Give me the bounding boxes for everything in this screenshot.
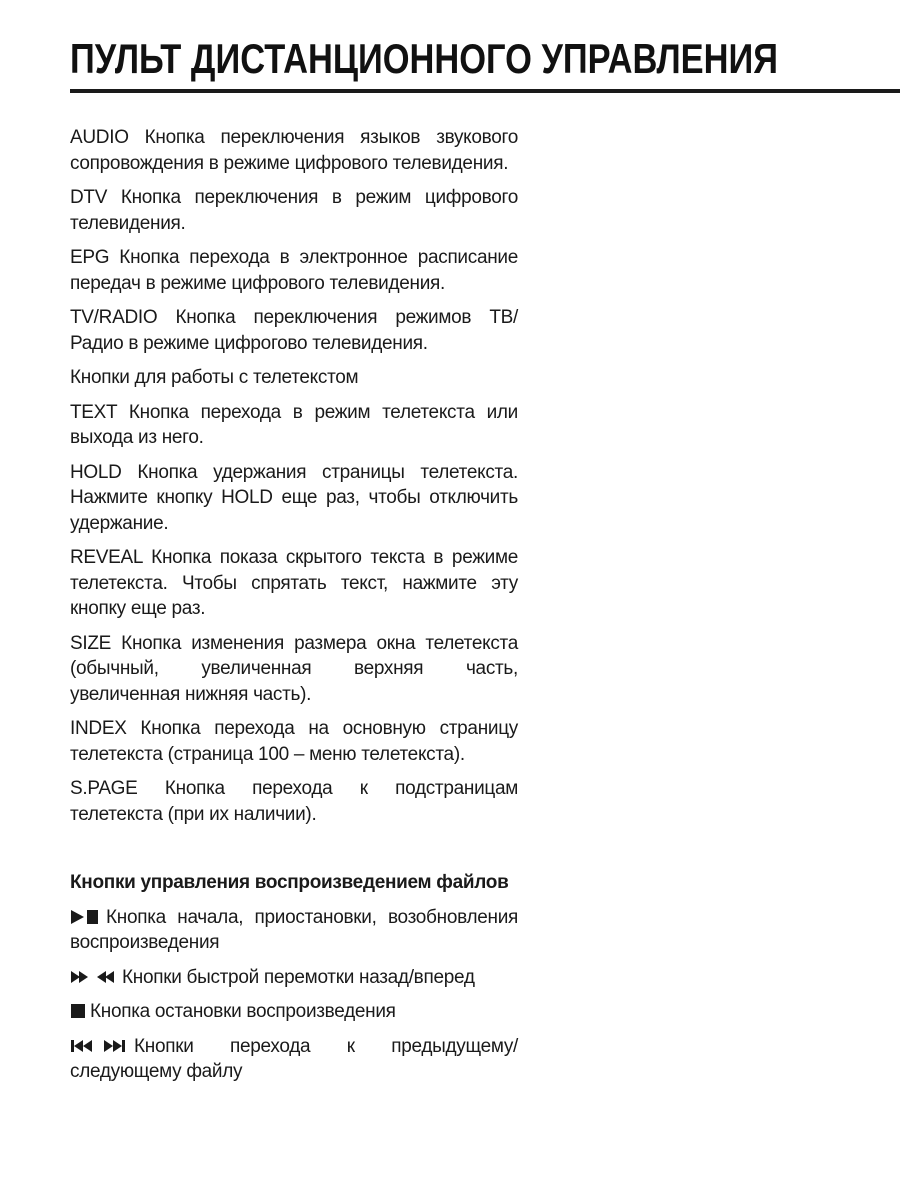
paragraph-teletext-intro: Кнопки для работы с телетекстом <box>70 367 359 388</box>
playback-item-stop <box>70 999 518 1025</box>
stop-icon <box>70 1003 86 1019</box>
playback-item-fast-forward-rewind <box>70 965 518 991</box>
playback-item-play-pause <box>70 905 518 956</box>
playback-item-label: Кнопка остановки воспроизведения <box>90 1001 396 1022</box>
play-pause-icon <box>70 909 100 925</box>
paragraph-tv-radio: TV/RADIO Кнопка переключения режимов ТВ/Радио в режиме цифрогово телевидения. <box>70 307 518 354</box>
page-title: ПУЛЬТ ДИСТАНЦИОННОГО УПРАВЛЕНИЯ <box>70 35 779 82</box>
playback-item-label: Кнопки быстрой перемотки назад/вперед <box>122 966 475 988</box>
playback-item-label: Кнопка начала, приостановки, возобновления воспроизведения <box>70 906 518 953</box>
section-heading-playback: Кнопки управления воспроизведением файлов <box>70 872 509 893</box>
playback-item-label: Кнопки перехода к предыдущему/следующему файлу <box>70 1035 518 1082</box>
paragraph-dtv: DTV Кнопка переключения в режим цифрового телевидения. <box>70 187 518 234</box>
paragraph-hold: HOLD Кнопка удержания страницы телетекста. Нажмите кнопку HOLD еще раз, чтобы отключить удержание. <box>70 461 518 534</box>
playback-item-prev-next <box>70 1034 518 1085</box>
prev-next-icon <box>70 1038 126 1054</box>
paragraph-epg: EPG Кнопка перехода в электронное расписание передач в режиме цифрового телевидения. <box>70 247 518 294</box>
paragraph-text: TEXT Кнопка перехода в режим телетекста или выхода из него. <box>70 401 518 448</box>
paragraph-audio: AUDIO Кнопка переключения языков звукового сопровождения в режиме цифрового телевидения. <box>70 127 518 174</box>
title-rule <box>70 89 900 93</box>
paragraph-size: SIZE Кнопка изменения размера окна телетекста (обычный, увеличенная верхняя часть, увеличенная нижняя часть). <box>70 632 518 705</box>
paragraph-reveal: REVEAL Кнопка показа скрытого текста в режиме телетекста. Чтобы спрятать текст, нажмите эту кнопку еще раз. <box>70 547 518 619</box>
paragraph-index: INDEX Кнопка перехода на основную страницу телетекста (страница 100 – меню телетекста). <box>70 718 518 765</box>
body-text <box>70 125 518 1094</box>
fast-forward-rewind-icon <box>70 969 116 985</box>
paragraph-s-page: S.PAGE Кнопка перехода к подстраницам телетекста (при их наличии). <box>70 778 518 825</box>
